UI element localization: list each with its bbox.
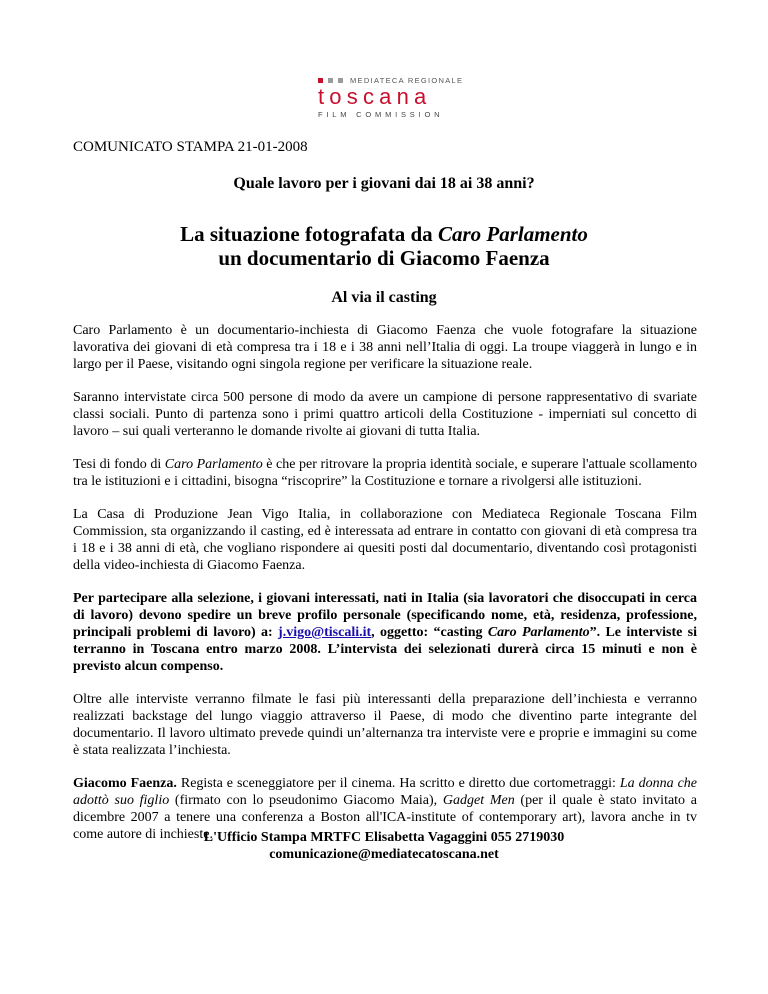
bio-text-c: (per il quale è stato invitato a dicembre 2007 a tenere una conferenza a Boston all'ICA-institute of contemporary art), lavora anche in tv come autore di inchieste. xyxy=(73,793,697,842)
thesis-film-title: Caro Parlamento xyxy=(164,457,263,472)
paragraph-how-to-apply xyxy=(73,590,697,675)
mediateca-toscana-logo xyxy=(318,75,478,120)
release-label: COMUNICATO STAMPA 21-01-2008 xyxy=(73,139,308,155)
apply-prefix: Per partecipare alla selezione, i giovani interessati, nati in Italia (sia lavoratori che disoccupati in cerca di lavoro) devono spedire un breve profilo personale (specificando nome, età, residenza, professione, principali problemi di lavoro) a: xyxy=(73,591,697,640)
thesis-rest: è che per ritrovare la propria identità sociale, e superare l'attuale scollamento tra le istituzioni e i cittadini, bisogna “riscoprire” la Costituzione e tornare a rivolgersi alle istituzioni. xyxy=(73,457,697,489)
paragraph-interviews: Saranno intervistate circa 500 persone di modo da avere un campione di persone rappresentativo di svariate classi sociali. Punto di partenza sono i primi quattro articoli della Costituzione - imperniati sul concetto di lavoro – sui quali verteranno le domande rivolte ai giovani di tutta Italia. xyxy=(73,390,697,439)
press-office-footer xyxy=(0,829,768,863)
paragraph-thesis xyxy=(73,456,697,490)
paragraph-backstage: Oltre alle interviste verranno filmate le fasi più interessanti della preparazione dell’inchiesta e verranno realizzati backstage del lungo viaggio attraverso il Paese, di modo che diventino parte integrante del documentario. Il lavoro ultimato prevede quindi un’alternanza tra interviste vere e proprie e immagini su come è stata realizzata l’inchiesta. xyxy=(73,692,697,758)
body-text xyxy=(73,322,697,859)
headline-question: Quale lavoro per i giovani dai 18 ai 38 anni? xyxy=(233,175,535,192)
press-office-contact: L'Ufficio Stampa MRTFC Elisabetta Vagaggini 055 2719030 xyxy=(203,830,565,845)
paragraph-intro: Caro Parlamento è un documentario-inchiesta di Giacomo Faenza che vuole fotografare la situazione lavorativa dei giovani di età compresa tra i 18 e i 38 anni nell’Italia di oggi. La troupe viaggerà in lungo e in largo per il Paese, visitando ogni singola regione per verificare la situazione reale. xyxy=(73,323,697,372)
headline-main xyxy=(0,222,768,270)
press-office-email[interactable]: comunicazione@mediatecatoscana.net xyxy=(269,847,499,862)
headline-main-line1 xyxy=(0,222,768,246)
bio-text-b: (firmato con lo pseudonimo Giacomo Maia), xyxy=(169,793,443,808)
casting-email-link[interactable]: j.vigo@tiscali.it xyxy=(278,625,372,640)
headline-casting: Al via il casting xyxy=(331,289,437,306)
headline-prefix: La situazione fotografata da xyxy=(180,222,438,246)
logo-subtitle: FILM COMMISSION xyxy=(318,110,444,119)
headline-film-title: Caro Parlamento xyxy=(437,222,588,246)
thesis-prefix: Tesi di fondo di xyxy=(73,457,165,472)
logo-wordmark: toscana xyxy=(318,84,432,109)
logo-square-gray xyxy=(328,78,333,83)
apply-film-title: Caro Parlamento xyxy=(487,625,590,640)
bio-short-film-1: La donna che adottò suo figlio xyxy=(73,776,697,808)
bio-text-a: Regista e sceneggiatore per il cinema. Ha scritto e diretto due cortometraggi: xyxy=(176,776,620,791)
logo-square-red xyxy=(318,78,323,83)
apply-rest: ”. Le interviste si terranno in Toscana entro marzo 2008. L’intervista dei selezionati durerà circa 15 minuti e non è previsto alcun compenso. xyxy=(73,625,697,674)
bio-short-film-2: Gadget Men xyxy=(442,793,515,808)
logo-small-text: MEDIATECA REGIONALE xyxy=(350,75,464,85)
paragraph-production: La Casa di Produzione Jean Vigo Italia, in collaborazione con Mediateca Regionale Toscana Film Commission, sta organizzando il casting, ed è interessata ad entrare in contatto con giovani di età compresa tra i 18 e i 38 anni di età, che vogliano rispondere ai quesiti posti dal documentario, diventando così protagonisti della video-inchiesta di Giacomo Faenza. xyxy=(73,507,697,573)
logo-square-gray-2 xyxy=(338,78,343,83)
headline-main-line2: un documentario di Giacomo Faenza xyxy=(218,246,550,270)
apply-subject: , oggetto: “casting xyxy=(371,625,488,640)
bio-name: Giacomo Faenza. xyxy=(73,776,177,791)
